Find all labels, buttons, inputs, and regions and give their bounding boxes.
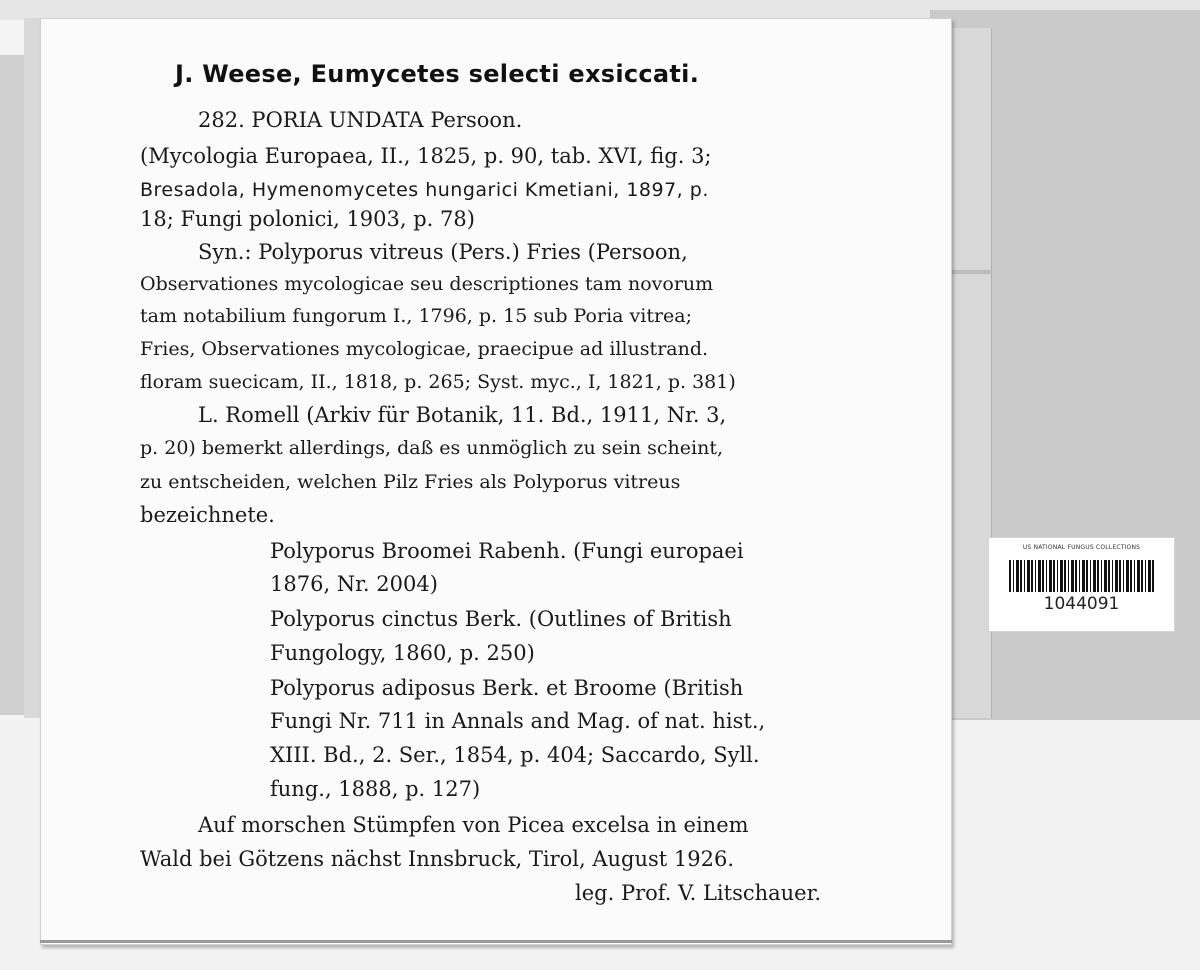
label-line: L. Romell (Arkiv für Botanik, 11. Bd., 1911, Nr. 3, — [198, 403, 727, 427]
label-line: Fungology, 1860, p. 250) — [270, 641, 535, 665]
label-line: p. 20) bemerkt allerdings, daß es unmöglich zu sein scheint, — [140, 437, 723, 459]
label-line-synonym: Polyporus cinctus Berk. (Outlines of British — [270, 607, 732, 631]
label-line-synonym: Syn.: Polyporus vitreus (Pers.) Fries (Persoon, — [198, 240, 688, 264]
label-line-locality: Auf morschen Stümpfen von Picea excelsa in einem — [198, 813, 749, 837]
label-line: Fries, Observationes mycologicae, praecipue ad illustrand. — [140, 338, 709, 360]
folder-crease — [948, 270, 992, 274]
label-line: Bresadola, Hymenomycetes hungarici Kmetiani, 1897, p. — [140, 179, 709, 201]
label-line: Fungi Nr. 711 in Annals and Mag. of nat. hist., — [270, 709, 766, 733]
label-line-collector: leg. Prof. V. Litschauer. — [575, 881, 822, 905]
label-line: bezeichnete. — [140, 503, 275, 527]
label-line: XIII. Bd., 2. Ser., 1854, p. 404; Saccardo, Syll. — [270, 743, 760, 767]
label-line: tam notabilium fungorum I., 1796, p. 15 sub Poria vitrea; — [140, 305, 693, 327]
label-line: fung., 1888, p. 127) — [270, 777, 481, 801]
barcode-icon — [1009, 560, 1154, 592]
barcode-sticker — [988, 537, 1175, 632]
label-line-locality: Wald bei Götzens nächst Innsbruck, Tirol, August 1926. — [140, 847, 735, 871]
label-line: Observationes mycologicae seu descriptiones tam novorum — [140, 273, 714, 295]
sticker-title: US NATIONAL FUNGUS COLLECTIONS — [1022, 544, 1141, 551]
accession-number: 1044091 — [1043, 594, 1120, 614]
label-shadow-edge — [40, 940, 952, 943]
label-line: floram suecicam, II., 1818, p. 265; Syst. myc., I, 1821, p. 381) — [140, 371, 736, 393]
label-line: (Mycologia Europaea, II., 1825, p. 90, tab. XVI, fig. 3; — [140, 144, 712, 168]
label-line: 1876, Nr. 2004) — [270, 572, 438, 596]
label-line: zu entscheiden, welchen Pilz Fries als Polyporus vitreus — [140, 471, 681, 493]
label-line: 18; Fungi polonici, 1903, p. 78) — [140, 207, 475, 231]
label-line-synonym: Polyporus Broomei Rabenh. (Fungi europaei — [270, 539, 744, 563]
label-line-species: 282. PORIA UNDATA Persoon. — [198, 108, 523, 132]
label-heading: J. Weese, Eumycetes selecti exsiccati. — [175, 60, 700, 88]
label-line-synonym: Polyporus adiposus Berk. et Broome (British — [270, 676, 744, 700]
